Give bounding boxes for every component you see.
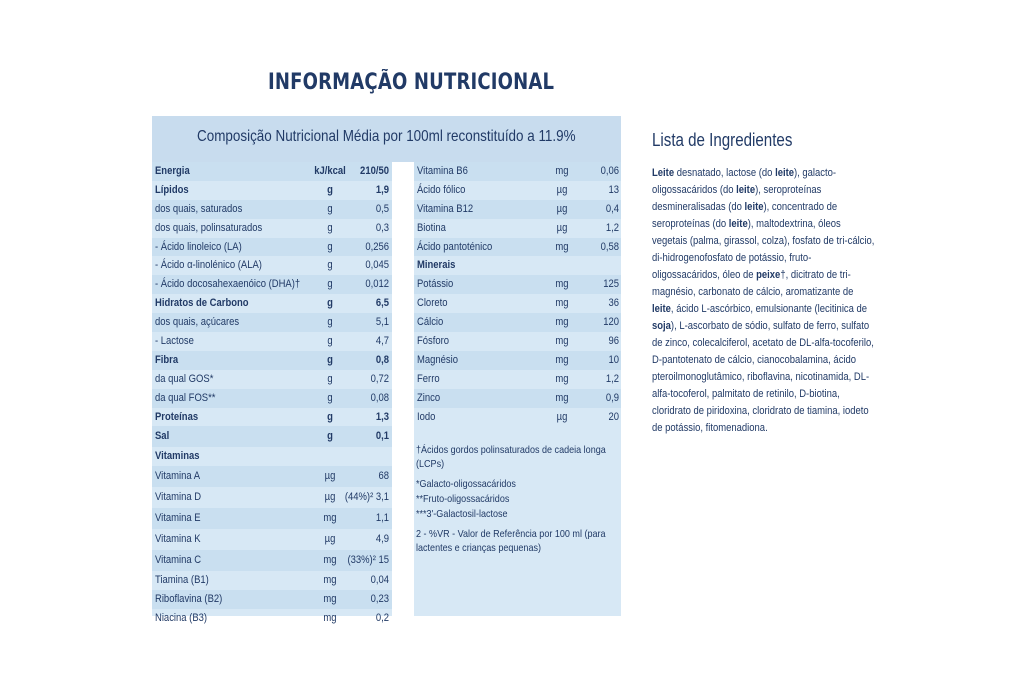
footnote: 2 - %VR - Valor de Referência por 100 ml (para lactentes e crianças pequenas) xyxy=(416,528,606,554)
footnotes xyxy=(416,443,616,561)
nutrient-label: Vitamina B12 xyxy=(417,202,474,215)
footnote: **Fruto-oligossacáridos xyxy=(416,493,510,505)
nutrient-unit: g xyxy=(327,430,333,443)
nutrient-label: - Ácido α-linolénico (ALA) xyxy=(155,259,262,272)
nutrient-row xyxy=(414,294,621,313)
nutrient-unit: g xyxy=(327,297,333,310)
nutrient-row xyxy=(152,550,392,571)
nutrient-label: Cloreto xyxy=(417,297,448,310)
nutrient-label: Fibra xyxy=(155,353,179,366)
nutrient-label: Minerais xyxy=(417,259,456,272)
nutrient-unit: g xyxy=(327,335,333,348)
nutrient-row xyxy=(152,332,392,351)
nutrient-label: Proteínas xyxy=(155,410,199,423)
nutrient-label: Vitamina A xyxy=(155,470,201,483)
nutrient-value: 1,2 xyxy=(605,372,619,385)
nutrient-value: 0,4 xyxy=(605,202,619,215)
nutrient-label: Ferro xyxy=(417,372,440,385)
nutrient-value: 1,1 xyxy=(375,512,389,525)
nutrient-label: da qual FOS** xyxy=(155,391,216,404)
nutrient-label: Zinco xyxy=(417,391,441,404)
nutrient-label: Niacina (B3) xyxy=(155,612,208,625)
nutrient-label: - Lactose xyxy=(155,335,194,348)
nutrient-value: 1,3 xyxy=(375,410,389,423)
nutrient-label: da qual GOS* xyxy=(155,372,214,385)
nutrient-label: Vitamina D xyxy=(155,491,202,504)
allergen-highlight: soja xyxy=(652,320,671,332)
nutrient-unit: kJ/kcal xyxy=(314,165,346,177)
nutrient-unit: mg xyxy=(555,278,569,291)
nutrient-row xyxy=(414,200,621,219)
nutrient-unit: mg xyxy=(555,335,569,348)
nutrient-row xyxy=(414,332,621,351)
nutrient-label: Magnésio xyxy=(417,353,459,366)
nutrient-row xyxy=(152,162,392,181)
nutrient-unit: mg xyxy=(555,353,569,366)
nutrient-row xyxy=(152,487,392,508)
nutrient-row xyxy=(152,256,392,275)
nutrient-label: Potássio xyxy=(417,278,454,291)
allergen-highlight: Leite xyxy=(652,167,675,179)
nutrient-row xyxy=(152,219,392,238)
nutrient-label: dos quais, saturados xyxy=(155,202,243,215)
nutrient-unit: mg xyxy=(555,391,569,404)
nutrient-unit: mg xyxy=(555,240,569,253)
nutrient-label: Lípidos xyxy=(155,183,189,196)
nutrient-value: 0,2 xyxy=(375,612,389,625)
nutrient-row xyxy=(414,219,621,238)
allergen-highlight: leite xyxy=(728,218,748,230)
nutrient-unit: µg xyxy=(556,410,568,423)
ingredient-segment: , ácido L-ascórbico, emulsionante (lecitinica de xyxy=(670,303,868,315)
nutrient-value: 96 xyxy=(608,335,619,348)
nutrient-row xyxy=(152,447,392,466)
nutrient-row xyxy=(152,181,392,200)
nutrient-row xyxy=(152,408,392,427)
nutrient-unit: µg xyxy=(556,183,568,196)
nutrient-label: Energia xyxy=(155,165,190,177)
nutrient-value: 120 xyxy=(603,316,619,329)
nutrient-label: Iodo xyxy=(417,410,436,423)
ingredient-segment: †, dicitrato de tri-magnésio, carbonato de cálcio, aromatizante de xyxy=(652,269,854,298)
nutrient-row xyxy=(414,408,621,427)
nutrient-unit: mg xyxy=(555,297,569,310)
nutrient-unit: mg xyxy=(323,593,337,606)
nutrient-value: 0,012 xyxy=(365,278,389,291)
nutrient-label: Vitaminas xyxy=(155,450,200,463)
nutrient-label: Cálcio xyxy=(417,316,444,329)
nutrient-value: 0,8 xyxy=(375,353,389,366)
nutrient-value: 10 xyxy=(608,353,619,366)
nutrient-row xyxy=(152,609,392,628)
nutrient-value: 0,06 xyxy=(600,165,619,177)
nutrient-value: 13 xyxy=(608,183,619,196)
column-divider xyxy=(392,162,414,616)
footnote: ***3'-Galactosil-lactose xyxy=(416,508,508,520)
nutrient-unit: µg xyxy=(556,221,568,234)
nutrient-unit: mg xyxy=(555,165,569,177)
nutrient-value: 0,3 xyxy=(375,221,389,234)
nutrient-row xyxy=(152,294,392,313)
nutrient-value: 0,5 xyxy=(375,202,389,215)
nutrient-unit: g xyxy=(327,259,333,272)
allergen-highlight: leite xyxy=(736,184,756,196)
nutrient-label: - Ácido linoleico (LA) xyxy=(155,240,242,253)
ingredient-segment: ), galacto-oligossacáridos (do xyxy=(652,167,837,196)
nutrient-unit: µg xyxy=(324,470,336,483)
nutrient-value: 0,08 xyxy=(370,391,389,404)
ingredient-segment: ), concentrado de seroproteínas (do xyxy=(652,201,838,230)
nutrient-unit: g xyxy=(327,240,333,253)
ingredients-text xyxy=(652,165,876,437)
nutrient-row xyxy=(414,389,621,408)
nutrition-table-right xyxy=(414,162,621,426)
nutrient-unit: g xyxy=(327,316,333,329)
nutrition-table-left xyxy=(152,162,392,628)
nutrient-row xyxy=(414,351,621,370)
nutrient-value: 0,04 xyxy=(370,574,389,587)
nutrient-value: (44%)² 3,1 xyxy=(344,491,389,504)
nutrient-value: 0,72 xyxy=(370,372,389,385)
nutrient-unit: g xyxy=(327,183,333,196)
nutrient-row xyxy=(152,313,392,332)
nutrient-value: 5,1 xyxy=(375,316,389,329)
nutrient-row xyxy=(414,313,621,332)
nutrient-label: Ácido pantoténico xyxy=(417,240,493,253)
nutrient-row xyxy=(152,200,392,219)
nutrient-row xyxy=(152,571,392,590)
nutrient-unit: g xyxy=(327,202,333,215)
allergen-highlight: leite xyxy=(744,201,764,213)
nutrient-value: 6,5 xyxy=(375,297,389,310)
nutrient-value: 0,23 xyxy=(370,593,389,606)
table-header xyxy=(152,116,621,162)
nutrient-label: Sal xyxy=(155,430,170,443)
ingredient-segment: desnatado, lactose (do xyxy=(674,167,776,179)
nutrient-value: (33%)² 15 xyxy=(347,554,389,567)
ingredients-title: Lista de Ingredientes xyxy=(652,130,793,150)
nutrient-label: dos quais, polinsaturados xyxy=(155,221,263,234)
nutrient-unit: mg xyxy=(323,554,337,567)
nutrient-label: dos quais, açúcares xyxy=(155,316,240,329)
nutrient-label: Vitamina C xyxy=(155,554,202,567)
nutrient-label: Fósforo xyxy=(417,335,450,348)
nutrient-value: 4,9 xyxy=(375,533,389,546)
nutrient-unit: g xyxy=(327,410,333,423)
nutrient-row xyxy=(414,181,621,200)
nutrient-unit: mg xyxy=(323,512,337,525)
ingredient-segment: ), maltodextrina, óleos vegetais (palma, girassol, colza), fosfato de tri-cálcio, di-hidrogenofosfato de potássio, fruto-oligossacáridos, óleo de xyxy=(652,218,875,281)
nutrient-row xyxy=(152,590,392,609)
nutrient-unit: g xyxy=(327,353,333,366)
nutrient-value: 0,9 xyxy=(605,391,619,404)
nutrient-row xyxy=(152,351,392,370)
nutrient-row xyxy=(414,370,621,389)
nutrient-row xyxy=(152,238,392,257)
nutrient-value: 0,045 xyxy=(365,259,389,272)
nutrient-value: 1,9 xyxy=(375,183,389,196)
nutrient-value: 4,7 xyxy=(375,335,389,348)
ingredient-segment: ), L-ascorbato de sódio, sulfato de ferro, sulfato de zinco, colecalciferol, acetato de DL-alfa-tocoferilo, D-pantotenato de cálcio, cianocobalamina, ácido pteroilmonoglutâmico, riboflavina, nicotinamida, DL-alfa-tocoferol, palmitato de retinilo, D-biotina, cloridrato de piridoxina, cloridrato de tiamina, iodeto de potássio, fitomenadiona. xyxy=(652,320,874,434)
nutrient-row xyxy=(414,256,621,275)
page-title: INFORMAÇÃO NUTRICIONAL xyxy=(268,70,555,95)
footnote: †Ácidos gordos polinsaturados de cadeia longa (LCPs) xyxy=(416,444,606,470)
ingredient-segment: ), seroproteínas desmineralisadas (do xyxy=(652,184,822,213)
nutrient-label: Riboflavina (B2) xyxy=(155,593,223,606)
nutrient-row xyxy=(414,275,621,294)
nutrient-label: Vitamina B6 xyxy=(417,165,468,177)
nutrient-label: Ácido fólico xyxy=(417,183,466,196)
nutrient-unit: µg xyxy=(324,533,336,546)
nutrient-row xyxy=(152,275,392,294)
nutrient-value: 0,1 xyxy=(375,430,389,443)
nutrient-label: Tiamina (B1) xyxy=(155,574,209,587)
nutrient-unit: g xyxy=(327,278,333,291)
nutrient-unit: mg xyxy=(555,372,569,385)
nutrient-unit: mg xyxy=(555,316,569,329)
nutrient-value: 210/50 xyxy=(360,165,389,177)
nutrient-row xyxy=(152,529,392,550)
nutrient-unit: g xyxy=(327,221,333,234)
table-header-text: Composição Nutricional Média por 100ml reconstituído a 11.9% xyxy=(197,128,576,145)
nutrient-value: 36 xyxy=(608,297,619,310)
nutrient-row xyxy=(414,238,621,257)
nutrient-label: Hidratos de Carbono xyxy=(155,297,249,310)
allergen-highlight: leite xyxy=(775,167,795,179)
nutrient-value: 68 xyxy=(378,470,389,483)
nutrient-label: Vitamina K xyxy=(155,533,201,546)
nutrient-row xyxy=(414,162,621,181)
nutrient-row xyxy=(152,426,392,447)
allergen-highlight: leite xyxy=(652,303,671,315)
allergen-highlight: peixe xyxy=(756,269,781,281)
nutrient-row xyxy=(152,389,392,408)
nutrient-value: 20 xyxy=(608,410,619,423)
nutrient-row xyxy=(152,508,392,529)
footnote: *Galacto-oligossacáridos xyxy=(416,478,516,490)
nutrient-label: Biotina xyxy=(417,221,446,234)
nutrient-unit: mg xyxy=(323,574,337,587)
nutrient-unit: µg xyxy=(324,491,336,504)
nutrient-unit: µg xyxy=(556,202,568,215)
nutrient-label: - Ácido docosahexaenóico (DHA)† xyxy=(155,278,301,291)
nutrient-value: 125 xyxy=(603,278,619,291)
nutrient-label: Vitamina E xyxy=(155,512,201,525)
nutrient-unit: mg xyxy=(323,612,337,625)
nutrient-value: 0,58 xyxy=(600,240,619,253)
nutrient-unit: g xyxy=(327,391,333,404)
nutrient-value: 1,2 xyxy=(605,221,619,234)
nutrient-row xyxy=(152,466,392,487)
nutrient-value: 0,256 xyxy=(365,240,389,253)
nutrient-row xyxy=(152,370,392,389)
nutrient-unit: g xyxy=(327,372,333,385)
